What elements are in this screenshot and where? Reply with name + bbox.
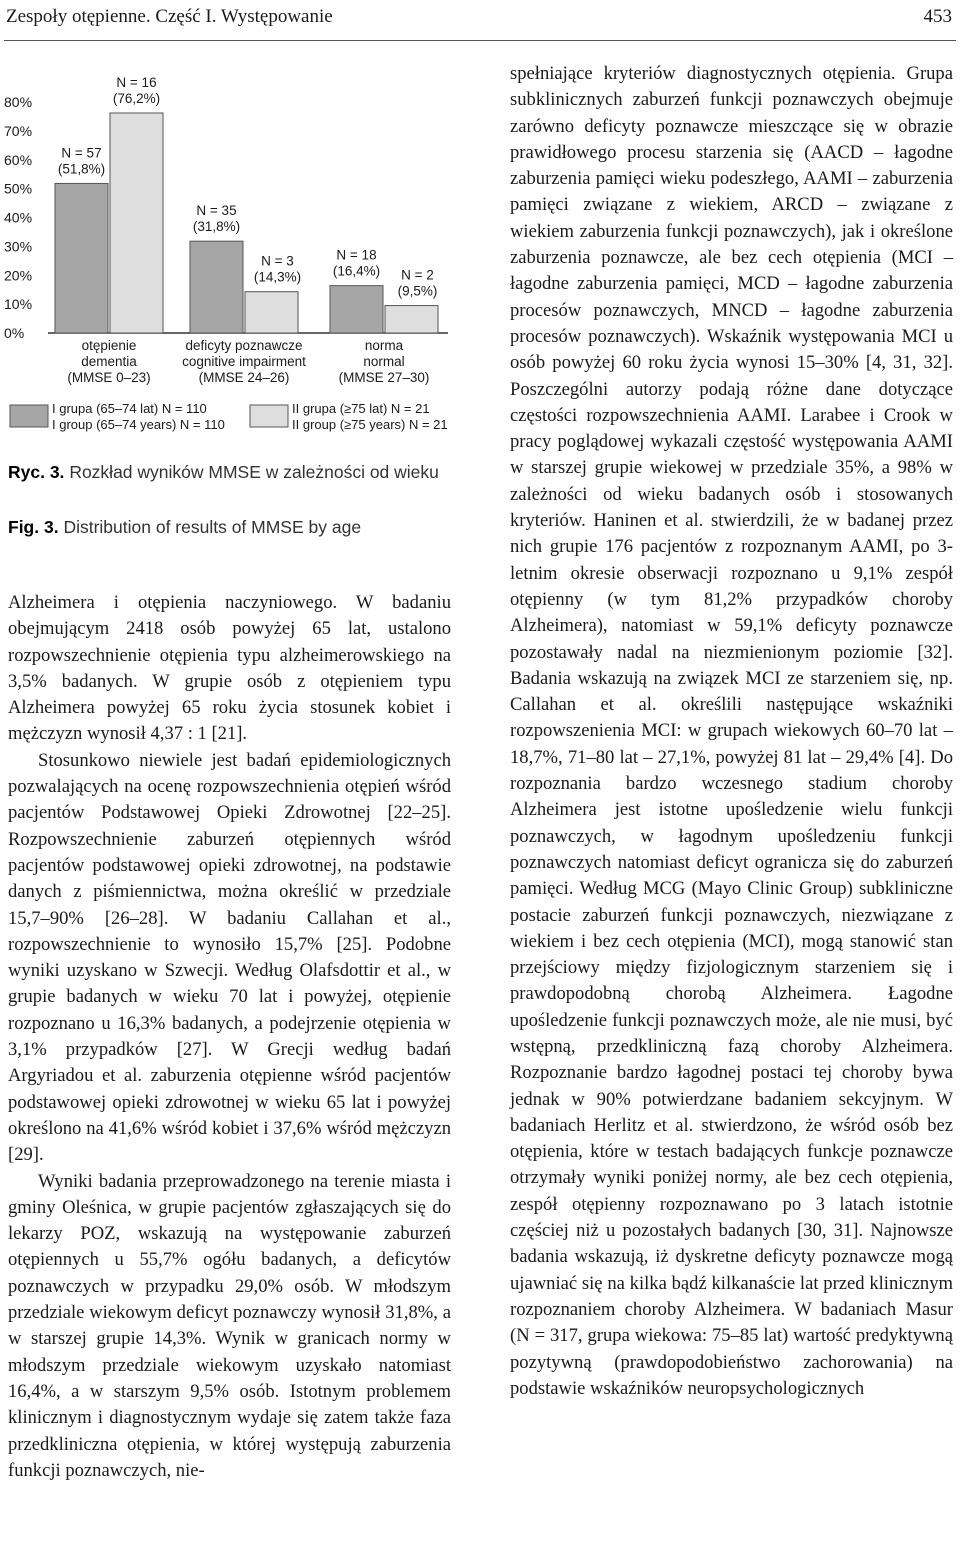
legend-swatch	[250, 405, 288, 427]
right-column	[510, 61, 953, 1402]
left-column	[8, 590, 451, 1484]
legend-label-en: II group (≥75 years) N = 21	[292, 417, 448, 432]
mmse-bar-chart	[0, 55, 470, 440]
y-tick-label: 40%	[4, 209, 33, 226]
bar-label-pct: (51,8%)	[57, 161, 106, 177]
bar-label-pct: (14,3%)	[253, 269, 302, 285]
y-tick-label: 10%	[4, 296, 33, 313]
page-number: 453	[923, 6, 952, 27]
category-label-en: cognitive impairment	[182, 354, 306, 369]
legend-swatch	[10, 405, 48, 427]
y-tick-label: 50%	[4, 180, 33, 197]
bar-label-n: N = 35	[196, 203, 237, 219]
category-label: norma	[364, 338, 404, 353]
legend-label: II grupa (≥75 lat) N = 21	[292, 401, 430, 416]
bar-label-n: N = 16	[116, 74, 157, 90]
bar	[55, 183, 108, 333]
bar	[110, 113, 163, 333]
right-paragraph-1: spełniające kryteriów diagnostycznych otępienia. Grupa subklinicznych zaburzeń funkcji poznawczych obejmuje zarówno deficyty poznawcze mieszczące się w obrazie prawidłowego procesu starzenia się (AACD – łagodne zaburzenia pamięci wieku podeszłego, AAMI – zaburzenia pamięci związane z wiekiem, ARCD – związane z wiekiem zaburzenia funkcji poznawczych), jak i określone zaburzenia poznawcze, ale bez cech otępienia (MCI – łagodne zaburzenia pamięci, MCD – łagodne zaburzenia procesów poznawczych, MNCD – łagodne zaburzenia procesów poznawczych). Wskaźnik występowania MCI u osób powyżej 60 roku życia wynosi 15–30% [4, 31, 32]. Poszczególni autorzy podają różne dane dotyczące częstości rozpowszechnienia AAMI. Larabee i Crook w pracy poglądowej wykazali częstość występowania AAMI w starszej grupie wiekowej w przedziale 35%, a 98% w zależności od wieku badanych osób i stosowanych kryteriów. Haninen et al. stwierdzili, że w badanej przez nich grupie 176 pacjentów z rozpoznanym AAMI, po 3-letnim okresie obserwacji rozpoznano u 9,1% zespół otępienny (w tym 81,2% przypadków choroby Alzheimera), natomiast w 59,1% deficyty poznawcze pozostawały nadal na niezmienionym poziomie [32]. Badania wskazują na związek MCI ze starzeniem się, np. Callahan et al. określili następujące wskaźniki rozpowszenienia MCI: w grupach wiekowych 60–70 lat – 18,7%, 71–80 lat – 27,1%, powyżej 81 lat – 29,4% [4]. Do rozpoznania bardzo wczesnego stadium choroby Alzheimera jest istotne upośledzenie wielu funkcji poznawczych, w łagodnym upośledzeniu funkcji poznawczych natomiast deficyt ogranicza się do zaburzeń pamięci. Według MCG (Mayo Clinic Group) subkliniczne postacie zaburzeń funkcji poznawczych, niezwiązane z wiekiem i bez cech otępienia (MCI), mogą stanowić stan przejściowy między fizjologicznym starzeniem się i prawdopodobną chorobą Alzheimera. Łagodne upośledzenie funkcji poznawczych może, ale nie musi, być wstępną, przedkliniczną fazą choroby Alzheimera. Rozpoznanie bardzo łagodnej postaci tej choroby bywa jednak w 90% potwierdzane badaniem sekcyjnym. W badaniach Herlitz et al. stwierdzono, że wśród osób bez otępienia, które w testach badających funkcje poznawcze otrzymały wyniki poniżej normy, ale bez cech otępienia, zespół otępienny rozpoznawano po 3 latach istotnie częściej niż u pozostałych badanych [30, 31]. Najnowsze badania wskazują, iż dyskretne deficyty poznawcze mogą ujawniać się na kilka bądź kilkanaście lat przed klinicznym rozpoznaniem choroby Alzheimera. W badaniach Masur (N = 317, grupa wiekowa: 75–85 lat) wartość predyktywną pozytywną (prawdopodobieństwo zachorowania) na podstawie wskaźników neuropsychologicznych	[510, 63, 953, 1399]
category-label: otępienie	[81, 338, 137, 353]
y-tick-label: 30%	[4, 238, 33, 255]
bar	[330, 286, 383, 333]
category-label: deficyty poznawcze	[185, 338, 303, 353]
caption-pl-text: Rozkład wyników MMSE w zależności od wieku	[69, 462, 439, 482]
bar-label-n: N = 57	[61, 145, 102, 161]
bar-label-pct: (31,8%)	[192, 219, 241, 235]
header-rule	[4, 40, 956, 41]
bar-label-pct: (76,2%)	[112, 90, 161, 106]
bar	[245, 292, 298, 333]
y-tick-label: 20%	[4, 267, 33, 284]
left-paragraph-3: Wyniki badania przeprowadzonego na terenie miasta i gminy Oleśnica, w grupie pacjentów zgłaszających się do lekarzy POZ, wskazują na występowanie zaburzeń otępiennych u 55,7% ogółu badanych, a deficytów poznawczych w przypadku 29,0% osób. W młodszym przedziale wiekowym deficyt poznawczy wynosił 31,8%, a w starszej grupie 14,3%. Wynik w granicach normy w młodszym przedziale wiekowym uzyskało natomiast 16,4%, a w starszym 9,5% osób. Istotnym problemem klinicznym i diagnostycznym wydaje się zatem także faza przedkliniczna otępienia, w której występują zaburzenia funkcji poznawczych, nie-	[8, 1170, 451, 1481]
bar-label-n: N = 3	[261, 253, 294, 269]
y-tick-label: 0%	[4, 325, 25, 341]
caption-pl-label: Ryc. 3.	[8, 462, 65, 482]
legend-label-en: I group (65–74 years) N = 110	[52, 417, 225, 432]
running-title: Zespoły otępienne. Część I. Występowanie	[6, 6, 333, 27]
caption-en-label: Fig. 3.	[8, 517, 59, 537]
category-range: (MMSE 24–26)	[198, 370, 290, 385]
caption-en	[8, 514, 448, 540]
bar-label-n: N = 2	[401, 267, 434, 283]
left-paragraph-1: Alzheimera i otępienia naczyniowego. W badaniu obejmującym 2418 osób powyżej 65 lat, ustalono rozpowszechnienie otępienia typu alzheimerowskiego na 3,5% badanych. W grupie osób z otępieniem typu Alzheimera powyżej 65 roku życia stosunek kobiet i mężczyzn wynosił 4,37 : 1 [21].	[8, 592, 451, 745]
caption-en-text: Distribution of results of MMSE by age	[63, 517, 362, 537]
category-label-en: dementia	[81, 354, 137, 369]
category-range: (MMSE 0–23)	[67, 370, 151, 385]
bar-label-n: N = 18	[336, 247, 377, 263]
y-tick-label: 60%	[4, 151, 33, 168]
legend-label: I grupa (65–74 lat) N = 110	[52, 401, 207, 416]
category-range: (MMSE 27–30)	[338, 370, 430, 385]
bar	[385, 306, 438, 333]
bar-label-pct: (16,4%)	[332, 263, 381, 279]
y-tick-label: 70%	[4, 122, 33, 139]
category-label-en: normal	[363, 354, 405, 369]
left-paragraph-2: Stosunkowo niewiele jest badań epidemiologicznych pozwalających na ocenę rozpowszechnienia otępień wśród pacjentów Podstawowej Opieki Zdrowotnej [22–25]. Rozpowszechnienie zaburzeń otępiennych wśród pacjentów podstawowej opieki zdrowotnej, na podstawie danych z piśmiennictwa, można określić w przedziale 15,7–90% [26–28]. W badaniu Callahan et al., rozpowszechnienie to wynosiło 15,7% [25]. Podobne wyniki uzyskano w Szwecji. Według Olafsdottir et al., w grupie badanych w wieku 70 lat i powyżej, otępienie rozpoznano u 16,3% badanych, a podejrzenie otępienia w 3,1% przypadków [27]. W Grecji według badań Argyriadou et al. zaburzenia otępienne wśród pacjentów podstawowej opieki zdrowotnej w wieku 65 lat i powyżej określono na 41,6% wśród kobiet i 37,6% wśród mężczyzn [29].	[8, 749, 451, 1166]
y-tick-label: 80%	[4, 94, 33, 110]
bar-label-pct: (9,5%)	[397, 283, 438, 299]
bar	[190, 241, 243, 333]
caption-pl	[8, 459, 448, 485]
